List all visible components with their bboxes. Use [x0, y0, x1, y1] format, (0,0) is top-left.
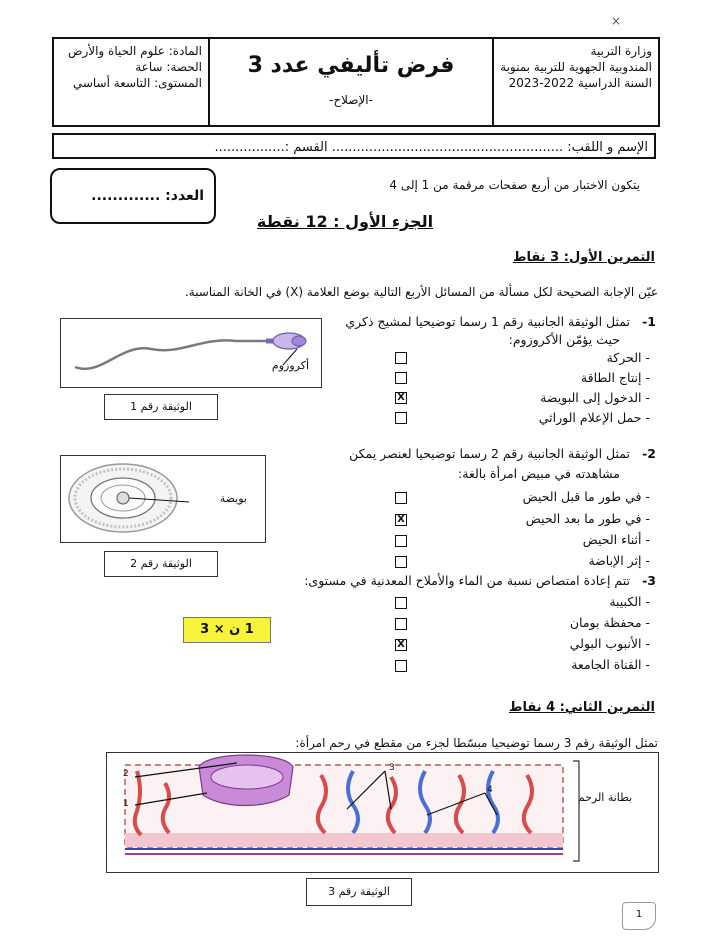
q1-text2: حيث يؤمّن الأكروزوم:: [508, 332, 620, 347]
part1-title: الجزء الأول : 12 نقطة: [256, 212, 434, 231]
duration-line: الحصة: ساعة: [135, 60, 202, 74]
q1-checkbox-3[interactable]: X: [395, 392, 407, 404]
exam-subtitle: -الإصلاح-: [329, 93, 373, 107]
q3-checkbox-3[interactable]: X: [395, 639, 407, 651]
close-icon[interactable]: ×: [611, 14, 622, 28]
header-title-cell: [208, 39, 492, 125]
q3-text: تتم إعادة امتصاص نسبة من الماء والأملاح المعدنية في مستوى:: [304, 573, 630, 588]
document-3-frame: [106, 752, 659, 873]
q2-checkbox-1[interactable]: [395, 492, 407, 504]
delegation-line: المندوبية الجهوية للتربية بمنوبة: [500, 60, 652, 74]
q1-checkbox-1[interactable]: [395, 352, 407, 364]
ministry-line: وزارة التربية: [590, 44, 652, 58]
option-label: القناة الجامعة: [571, 657, 642, 672]
score-badge: 1 ن × 3: [183, 617, 271, 643]
option-label: في طور ما بعد الحيض: [525, 511, 642, 526]
document-1-caption: الوثيقة رقم 1: [104, 394, 218, 420]
q1-option-2: - إنتاج الطاقة: [580, 370, 650, 385]
level-line: المستوى: التاسعة أساسي: [72, 76, 202, 90]
pages-note: يتكون الاختبار من أربع صفحات مرقمة من 1 إلى 4: [389, 178, 640, 192]
option-label: محفظة بومان: [569, 615, 642, 630]
ovum-label: بويضة: [219, 492, 247, 505]
name-field[interactable]: الإسم و اللقب: ........................................................ القسم :.................: [52, 133, 656, 159]
q2-checkbox-3[interactable]: [395, 535, 407, 547]
q3-checkbox-4[interactable]: [395, 660, 407, 672]
q2-checkbox-2[interactable]: X: [395, 514, 407, 526]
q3-checkbox-2[interactable]: [395, 618, 407, 630]
q2-checkbox-4[interactable]: [395, 556, 407, 568]
ex1-instruction: عيّن الإجابة الصحيحة لكل مسألة من المسائل الأربع التالية بوضع العلامة (X) في الخانة المناسبة.: [184, 285, 658, 299]
q1-option-3: - الدخول إلى البويضة: [540, 390, 650, 405]
sperm-cell-illustration: [61, 319, 321, 387]
q3-option-4: - القناة الجامعة: [571, 657, 650, 672]
label-3: 3: [389, 763, 395, 773]
q3-checkbox-1[interactable]: [395, 597, 407, 609]
q3-option-2: - محفظة بومان: [569, 615, 650, 630]
document-3-caption: الوثيقة رقم 3: [306, 878, 412, 906]
ex2-instruction: تمثل الوثيقة رقم 3 رسما توضيحيا مبسّطا لجزء من مقطع في رحم امرأة:: [295, 736, 658, 750]
q1-checkbox-4[interactable]: [395, 412, 407, 424]
q1-text: تمثل الوثيقة الجانبية رقم 1 رسما توضيحيا لمشيج ذكري: [345, 314, 630, 329]
ex1-title: التمرين الأول: 3 نقاط: [513, 250, 655, 265]
uterus-section-illustration: [107, 753, 658, 872]
acrosome-label: أكروزوم: [271, 359, 309, 372]
q2-option-2: - في طور ما بعد الحيض: [525, 511, 650, 526]
q1-checkbox-2[interactable]: [395, 372, 407, 384]
school-year-line: السنة الدراسية 2022-2023: [508, 76, 652, 90]
exam-title: فرض تأليفي عدد 3: [247, 53, 455, 78]
option-label: الأنبوب البولي: [569, 636, 642, 651]
q1-option-4: - حمل الإعلام الوراثي: [538, 410, 650, 425]
q2-option-4: - إثر الإباضة: [588, 553, 650, 568]
label-1: 1: [123, 799, 129, 809]
document-1-frame: [60, 318, 322, 388]
header-ministry-info: [492, 39, 658, 125]
label-4: 4: [487, 785, 493, 795]
ex2-title: التمرين الثاني: 4 نقاط: [508, 700, 655, 715]
document-2-frame: [60, 455, 266, 543]
option-label: إنتاج الطاقة: [580, 370, 642, 385]
label-2: 2: [123, 769, 129, 779]
q3-option-3: - الأنبوب البولي: [569, 636, 650, 651]
endometrium-label: بطانة الرحم: [577, 791, 633, 804]
header-subject-info: [54, 39, 208, 125]
exam-header: [52, 37, 660, 127]
option-label: أثناء الحيض: [582, 532, 642, 547]
option-label: في طور ما قبل الحيض: [522, 489, 642, 504]
option-label: الحركة: [606, 350, 642, 365]
q2-text: تمثل الوثيقة الجانبية رقم 2 رسما توضيحيا لعنصر يمكن: [349, 446, 630, 461]
grade-box[interactable]: العدد: .............: [50, 168, 216, 224]
page-number: 1: [622, 902, 656, 930]
q2-number: 2-: [642, 446, 656, 461]
q2-option-3: - أثناء الحيض: [582, 532, 650, 547]
option-label: الدخول إلى البويضة: [540, 390, 642, 405]
q3-number: 3-: [642, 573, 656, 588]
q1-number: 1-: [642, 314, 656, 329]
option-label: الكبيبة: [609, 594, 642, 609]
option-label: حمل الإعلام الوراثي: [538, 410, 642, 425]
q2-text2: مشاهدته في مبيض امرأة بالغة:: [458, 466, 620, 481]
subject-line: المادة: علوم الحياة والأرض: [67, 44, 202, 58]
q2-option-1: - في طور ما قبل الحيض: [522, 489, 650, 504]
option-label: إثر الإباضة: [588, 553, 642, 568]
q3-option-1: - الكبيبة: [609, 594, 650, 609]
document-2-caption: الوثيقة رقم 2: [104, 551, 218, 577]
q1-option-1: - الحركة: [606, 350, 650, 365]
